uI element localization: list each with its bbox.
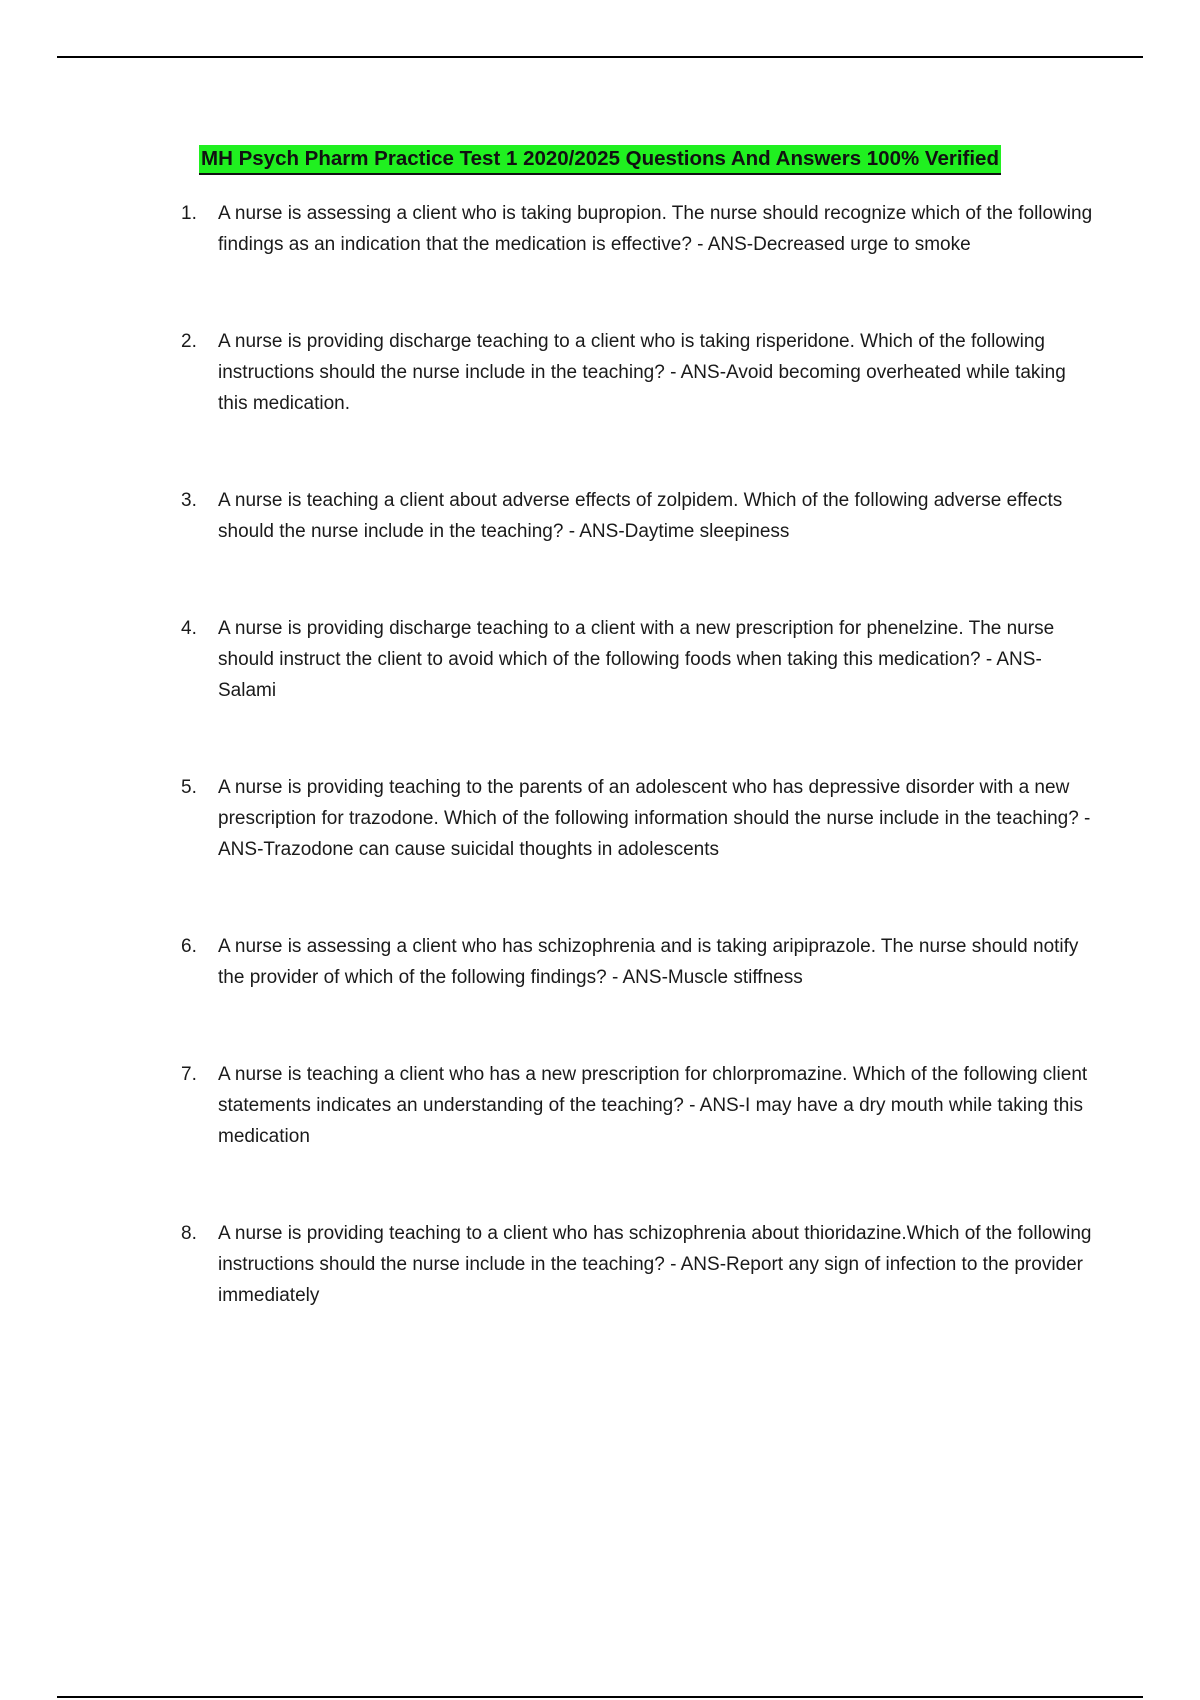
- header-rule: [57, 56, 1143, 58]
- footer-rule: [57, 1696, 1143, 1698]
- question-text: A nurse is teaching a client who has a new prescription for chlorpromazine. Which of the following client statements indicates an understanding of the teaching? - ANS-I may have a dry mouth while taking this medication: [218, 1064, 1088, 1147]
- question-item: [0, 931, 1200, 993]
- question-number: 7.: [181, 1064, 197, 1085]
- question-item: [0, 326, 1200, 419]
- question-number: 6.: [181, 936, 197, 957]
- question-item: [0, 613, 1200, 706]
- question-item: [0, 1059, 1200, 1152]
- question-text: A nurse is providing discharge teaching to a client with a new prescription for phenelzine. The nurse should instruct the client to avoid which of the following foods when taking this medication? - ANS-Salami: [218, 618, 1055, 701]
- question-text: A nurse is assessing a client who is taking bupropion. The nurse should recognize which of the following findings as an indication that the medication is effective? - ANS-Decreased urge to smoke: [218, 203, 1093, 255]
- question-text: A nurse is assessing a client who has schizophrenia and is taking aripiprazole. The nurse should notify the provider of which of the following findings? - ANS-Muscle stiffness: [218, 936, 1079, 988]
- question-item: [0, 485, 1200, 547]
- question-number: 3.: [181, 490, 197, 511]
- question-number: 4.: [181, 618, 197, 639]
- question-text: A nurse is providing teaching to the parents of an adolescent who has depressive disorder with a new prescription for trazodone. Which of the following information should the nurse include in the teaching? - ANS-Trazodone can cause suicidal thoughts in adolescents: [218, 777, 1091, 860]
- question-item: [0, 1218, 1200, 1311]
- question-item: [0, 198, 1200, 260]
- document-title: MH Psych Pharm Practice Test 1 2020/2025 Questions And Answers 100% Verified: [199, 145, 1001, 175]
- question-number: 5.: [181, 777, 197, 798]
- question-text: A nurse is teaching a client about adverse effects of zolpidem. Which of the following adverse effects should the nurse include in the teaching? - ANS-Daytime sleepiness: [218, 490, 1063, 542]
- question-number: 1.: [181, 203, 197, 224]
- question-text: A nurse is providing teaching to a client who has schizophrenia about thioridazine.Which of the following instructions should the nurse include in the teaching? - ANS-Report any sign of infection to the provider immediately: [218, 1223, 1092, 1306]
- question-text: A nurse is providing discharge teaching to a client who is taking risperidone. Which of the following instructions should the nurse include in the teaching? - ANS-Avoid becoming overheated while taking this medication.: [218, 331, 1066, 414]
- question-number: 8.: [181, 1223, 197, 1244]
- question-list: [0, 198, 1200, 1377]
- question-item: [0, 772, 1200, 865]
- question-number: 2.: [181, 331, 197, 352]
- title-container: [0, 145, 1200, 175]
